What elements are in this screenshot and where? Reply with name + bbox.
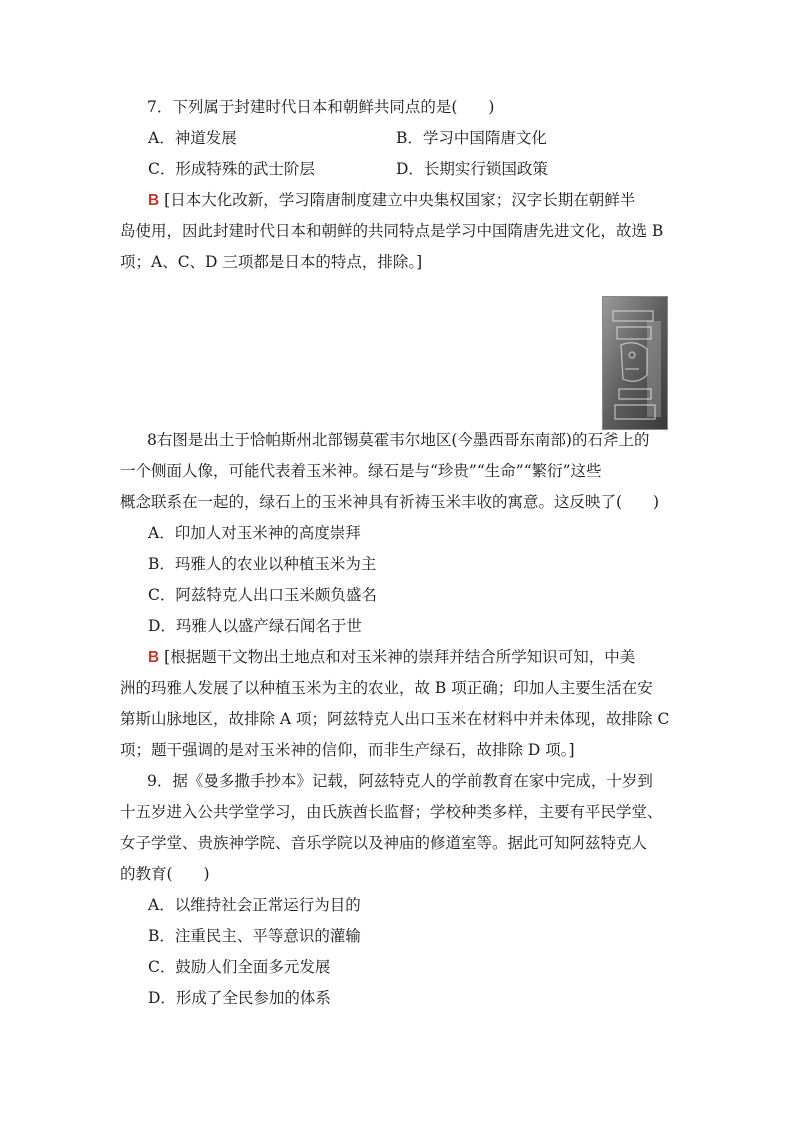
q7-answer-letter: B — [148, 192, 160, 209]
q8-option-c: C．阿兹特克人出口玉米颇负盛名 — [148, 586, 377, 604]
q9-stem-line-3: 女子学堂、贵族神学院、音乐学院以及神庙的修道室等。据此可知阿兹特克人 — [120, 834, 648, 852]
q9-stem-line-4: 的教育( ) — [120, 865, 210, 883]
q8-explanation-line-4: 项；题干强调的是对玉米神的信仰，而非生产绿石，故排除 D 项。] — [120, 741, 575, 759]
q9-stem-line-2: 十五岁进入公共学堂学习，由氏族酋长监督；学校种类多样，主要有平民学堂、 — [120, 803, 663, 821]
q9-option-a: A．以维持社会正常运行为目的 — [148, 896, 361, 914]
q8-option-d: D．玛雅人以盛产绿石闻名于世 — [148, 617, 362, 635]
q8-option-b: B．玛雅人的农业以种植玉米为主 — [148, 555, 377, 573]
q9-option-d: D．形成了全民参加的体系 — [148, 989, 331, 1007]
q7-stem: 7．下列属于封建时代日本和朝鲜共同点的是( ) — [147, 98, 495, 116]
q8-stem-line-2: 一个侧面人像，可能代表着玉米神。绿石是与“珍贵”“生命”“繁衍”这些 — [120, 462, 602, 480]
q7-explanation-line-3: 项；A、C、D 三项都是日本的特点，排除。] — [120, 253, 423, 271]
q8-explanation-line-3: 第斯山脉地区，故排除 A 项；阿兹特克人出口玉米在材料中并未体现，故排除 C — [120, 710, 670, 728]
q7-option-b: B．学习中国隋唐文化 — [396, 129, 547, 147]
stone-axe-illustration — [603, 297, 667, 429]
q9-option-b: B．注重民主、平等意识的灌输 — [148, 927, 361, 945]
q8-explanation-line-1 — [148, 647, 635, 668]
q7-explanation-line-2: 岛使用，因此封建时代日本和朝鲜的共同特点是学习中国隋唐先进文化，故选 B — [120, 222, 664, 240]
q7-explanation-text-1: [日本大化改新，学习隋唐制度建立中央集权国家；汉字长期在朝鲜半 — [164, 191, 636, 209]
q8-stem-line-1: 8右图是出土于恰帕斯州北部锡莫霍韦尔地区(今墨西哥东南部)的石斧上的 — [147, 431, 650, 449]
q7-option-d: D．长期实行锁国政策 — [396, 160, 548, 178]
q7-explanation-line-1 — [148, 190, 635, 211]
stone-axe-maize-god-image — [602, 296, 668, 430]
q8-explanation-line-2: 洲的玛雅人发展了以种植玉米为主的农业，故 B 项正确；印加人主要生活在安 — [120, 679, 653, 697]
q8-answer-letter: B — [148, 649, 160, 666]
q8-option-a: A．印加人对玉米神的高度崇拜 — [148, 524, 361, 542]
q8-stem-line-3: 概念联系在一起的，绿石上的玉米神具有祈祷玉米丰收的寓意。这反映了( ) — [120, 493, 660, 511]
q7-option-c: C．形成特殊的武士阶层 — [148, 160, 315, 178]
q7-option-a: A．神道发展 — [148, 129, 237, 147]
q8-explanation-text-1: [根据题干文物出土地点和对玉米神的崇拜并结合所学知识可知，中美 — [164, 648, 636, 666]
q9-option-c: C．鼓励人们全面多元发展 — [148, 958, 331, 976]
q9-stem-line-1: 9．据《曼多撒手抄本》记载，阿兹特克人的学前教育在家中完成，十岁到 — [147, 772, 653, 790]
